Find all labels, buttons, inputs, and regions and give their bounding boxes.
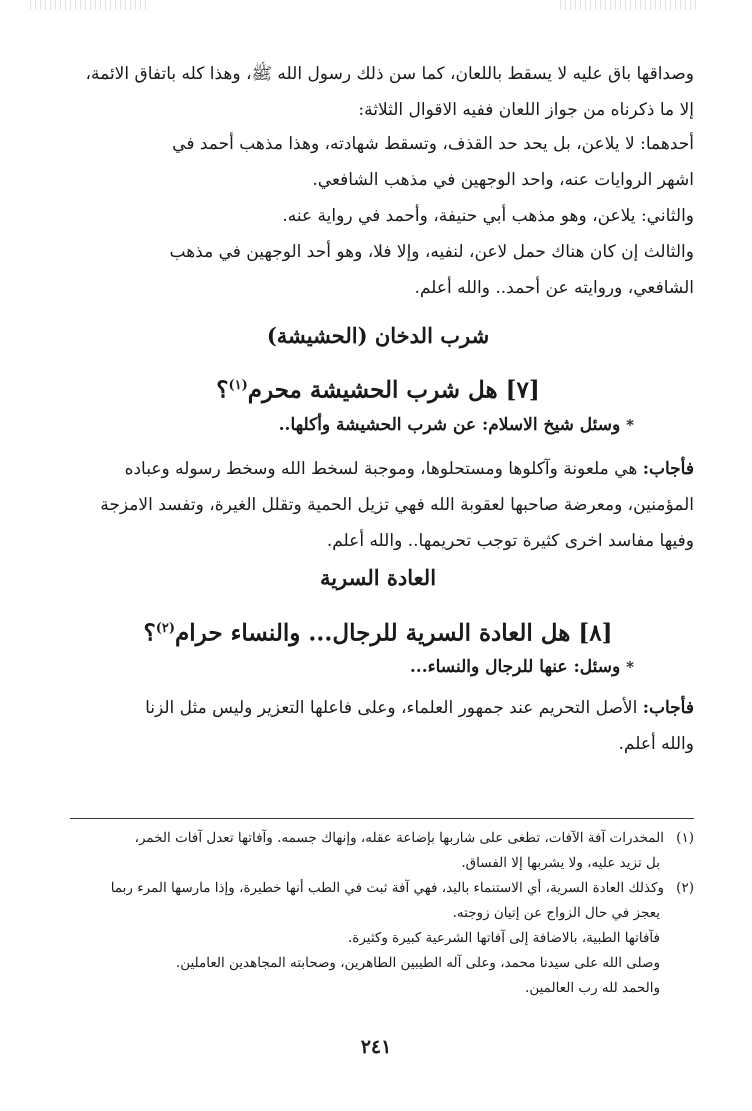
footnote-line bbox=[62, 876, 694, 901]
opinion-second bbox=[62, 198, 694, 234]
footnote-ref-1[interactable]: (١) bbox=[228, 378, 248, 393]
question-asked-8 bbox=[62, 652, 694, 682]
intro-line: وصداقها باق عليه لا يسقط باللعان، كما سن ذلك رسول الله ﷺ، وهذا كله باتفاق الائمة، bbox=[85, 64, 694, 84]
section-title-habit: العادة السرية bbox=[319, 565, 437, 590]
page-number: ٢٤١ bbox=[360, 1036, 392, 1058]
answer-line bbox=[62, 690, 694, 726]
opinion-line: أحدهما: لا يلاعن، بل يحد حد القذف، وتسقط شهادته، وهذا مذهب أحمد في bbox=[172, 134, 694, 154]
footnote-text: وكذلك العادة السرية، أي الاستنماء باليد، فهي آفة ثبت في الطب أنها خطيرة، وإذا مارسها المرء ربما bbox=[110, 880, 664, 896]
scan-artifact bbox=[30, 0, 150, 10]
footnote-line: والحمد لله رب العالمين. bbox=[525, 980, 660, 996]
answer-line: وفيها مفاسد اخرى كثيرة توجب تحريمها.. والله أعلم. bbox=[326, 531, 694, 551]
star-icon: * bbox=[626, 658, 634, 676]
footnote-text: المخدرات آفة الآفات، تطغى على شاربها بإضاعة عقله، وإنهاك جسمه. وآفاتها تعدل آفات الخمر، bbox=[134, 830, 664, 846]
star-icon: * bbox=[626, 416, 634, 434]
footnote-divider bbox=[70, 818, 694, 819]
footnote-number: (٢) bbox=[676, 880, 694, 896]
answer-text: هي ملعونة وآكلوها ومستحلوها، وموجبة لسخط الله وسخط رسوله وعباده bbox=[124, 459, 638, 479]
opinion-line: والثالث إن كان هناك حمل لاعن، لنفيه، وإلا فلا، وهو أحد الوجهين في مذهب bbox=[169, 242, 694, 262]
footnotes bbox=[62, 826, 694, 1001]
intro-paragraph bbox=[62, 56, 694, 128]
footnote-1 bbox=[62, 826, 694, 876]
intro-line: إلا ما ذكرناه من جواز اللعان ففيه الاقوال الثلاثة: bbox=[358, 100, 694, 120]
footnote-line bbox=[62, 826, 694, 851]
question-text: [٨] هل العادة السرية للرجال... والنساء حرام bbox=[175, 619, 613, 647]
footnote-ref-2[interactable]: (٢) bbox=[155, 621, 176, 636]
question-asked-7 bbox=[62, 410, 694, 440]
footnote-2 bbox=[62, 876, 694, 1001]
question-heading-8 bbox=[62, 612, 694, 651]
answer-8 bbox=[62, 690, 694, 762]
footnote-line: بل تزيد عليه، ولا يشربها إلا الفساق. bbox=[461, 855, 660, 871]
footnote-line: فآفاتها الطبية، بالاضافة إلى آفاتها الشرعية كبيرة وكثيرة. bbox=[347, 930, 660, 946]
answer-lead: فأجاب: bbox=[642, 459, 694, 479]
question-mark: ؟ bbox=[143, 619, 156, 647]
asked-text: وسئل: عنها للرجال والنساء... bbox=[409, 657, 621, 677]
answer-lead: فأجاب: bbox=[642, 698, 694, 718]
question-heading-7 bbox=[62, 369, 694, 408]
answer-text: الأصل التحريم عند جمهور العلماء، وعلى فاعلها التعزير وليس مثل الزنا bbox=[145, 698, 638, 718]
footnote-line: يعجز في حال الزواج عن إتيان زوجته. bbox=[452, 905, 660, 921]
answer-line: والله أعلم. bbox=[618, 734, 694, 754]
opinion-line: الشافعي، وروايته عن أحمد.. والله أعلم. bbox=[414, 278, 694, 298]
scan-artifact bbox=[560, 0, 700, 10]
footnote-line: وصلى الله على سيدنا محمد، وعلى آله الطيبين الطاهرين، وصحابته المجاهدين العاملين. bbox=[175, 955, 660, 971]
question-text: [٧] هل شرب الحشيشة محرم bbox=[247, 376, 540, 404]
opinion-line: والثاني: يلاعن، وهو مذهب أبي حنيفة، وأحمد في رواية عنه. bbox=[282, 206, 694, 226]
asked-text: وسئل شيخ الاسلام: عن شرب الحشيشة وأكلها.. bbox=[278, 415, 621, 435]
opinion-line: اشهر الروايات عنه، واحد الوجهين في مذهب الشافعي. bbox=[312, 170, 694, 190]
section-title-hashish: شرب الدخان (الحشيشة) bbox=[266, 323, 490, 348]
answer-line: المؤمنين، ومعرضة صاحبها لعقوبة الله فهي تزيل الحمية وتقلل الغيرة، وتفسد الامزجة bbox=[100, 495, 694, 515]
answer-line bbox=[62, 451, 694, 487]
question-mark: ؟ bbox=[216, 376, 229, 404]
opinion-third bbox=[62, 234, 694, 306]
footnote-number: (١) bbox=[676, 830, 694, 846]
answer-7 bbox=[62, 451, 694, 559]
opinion-first bbox=[62, 126, 694, 198]
